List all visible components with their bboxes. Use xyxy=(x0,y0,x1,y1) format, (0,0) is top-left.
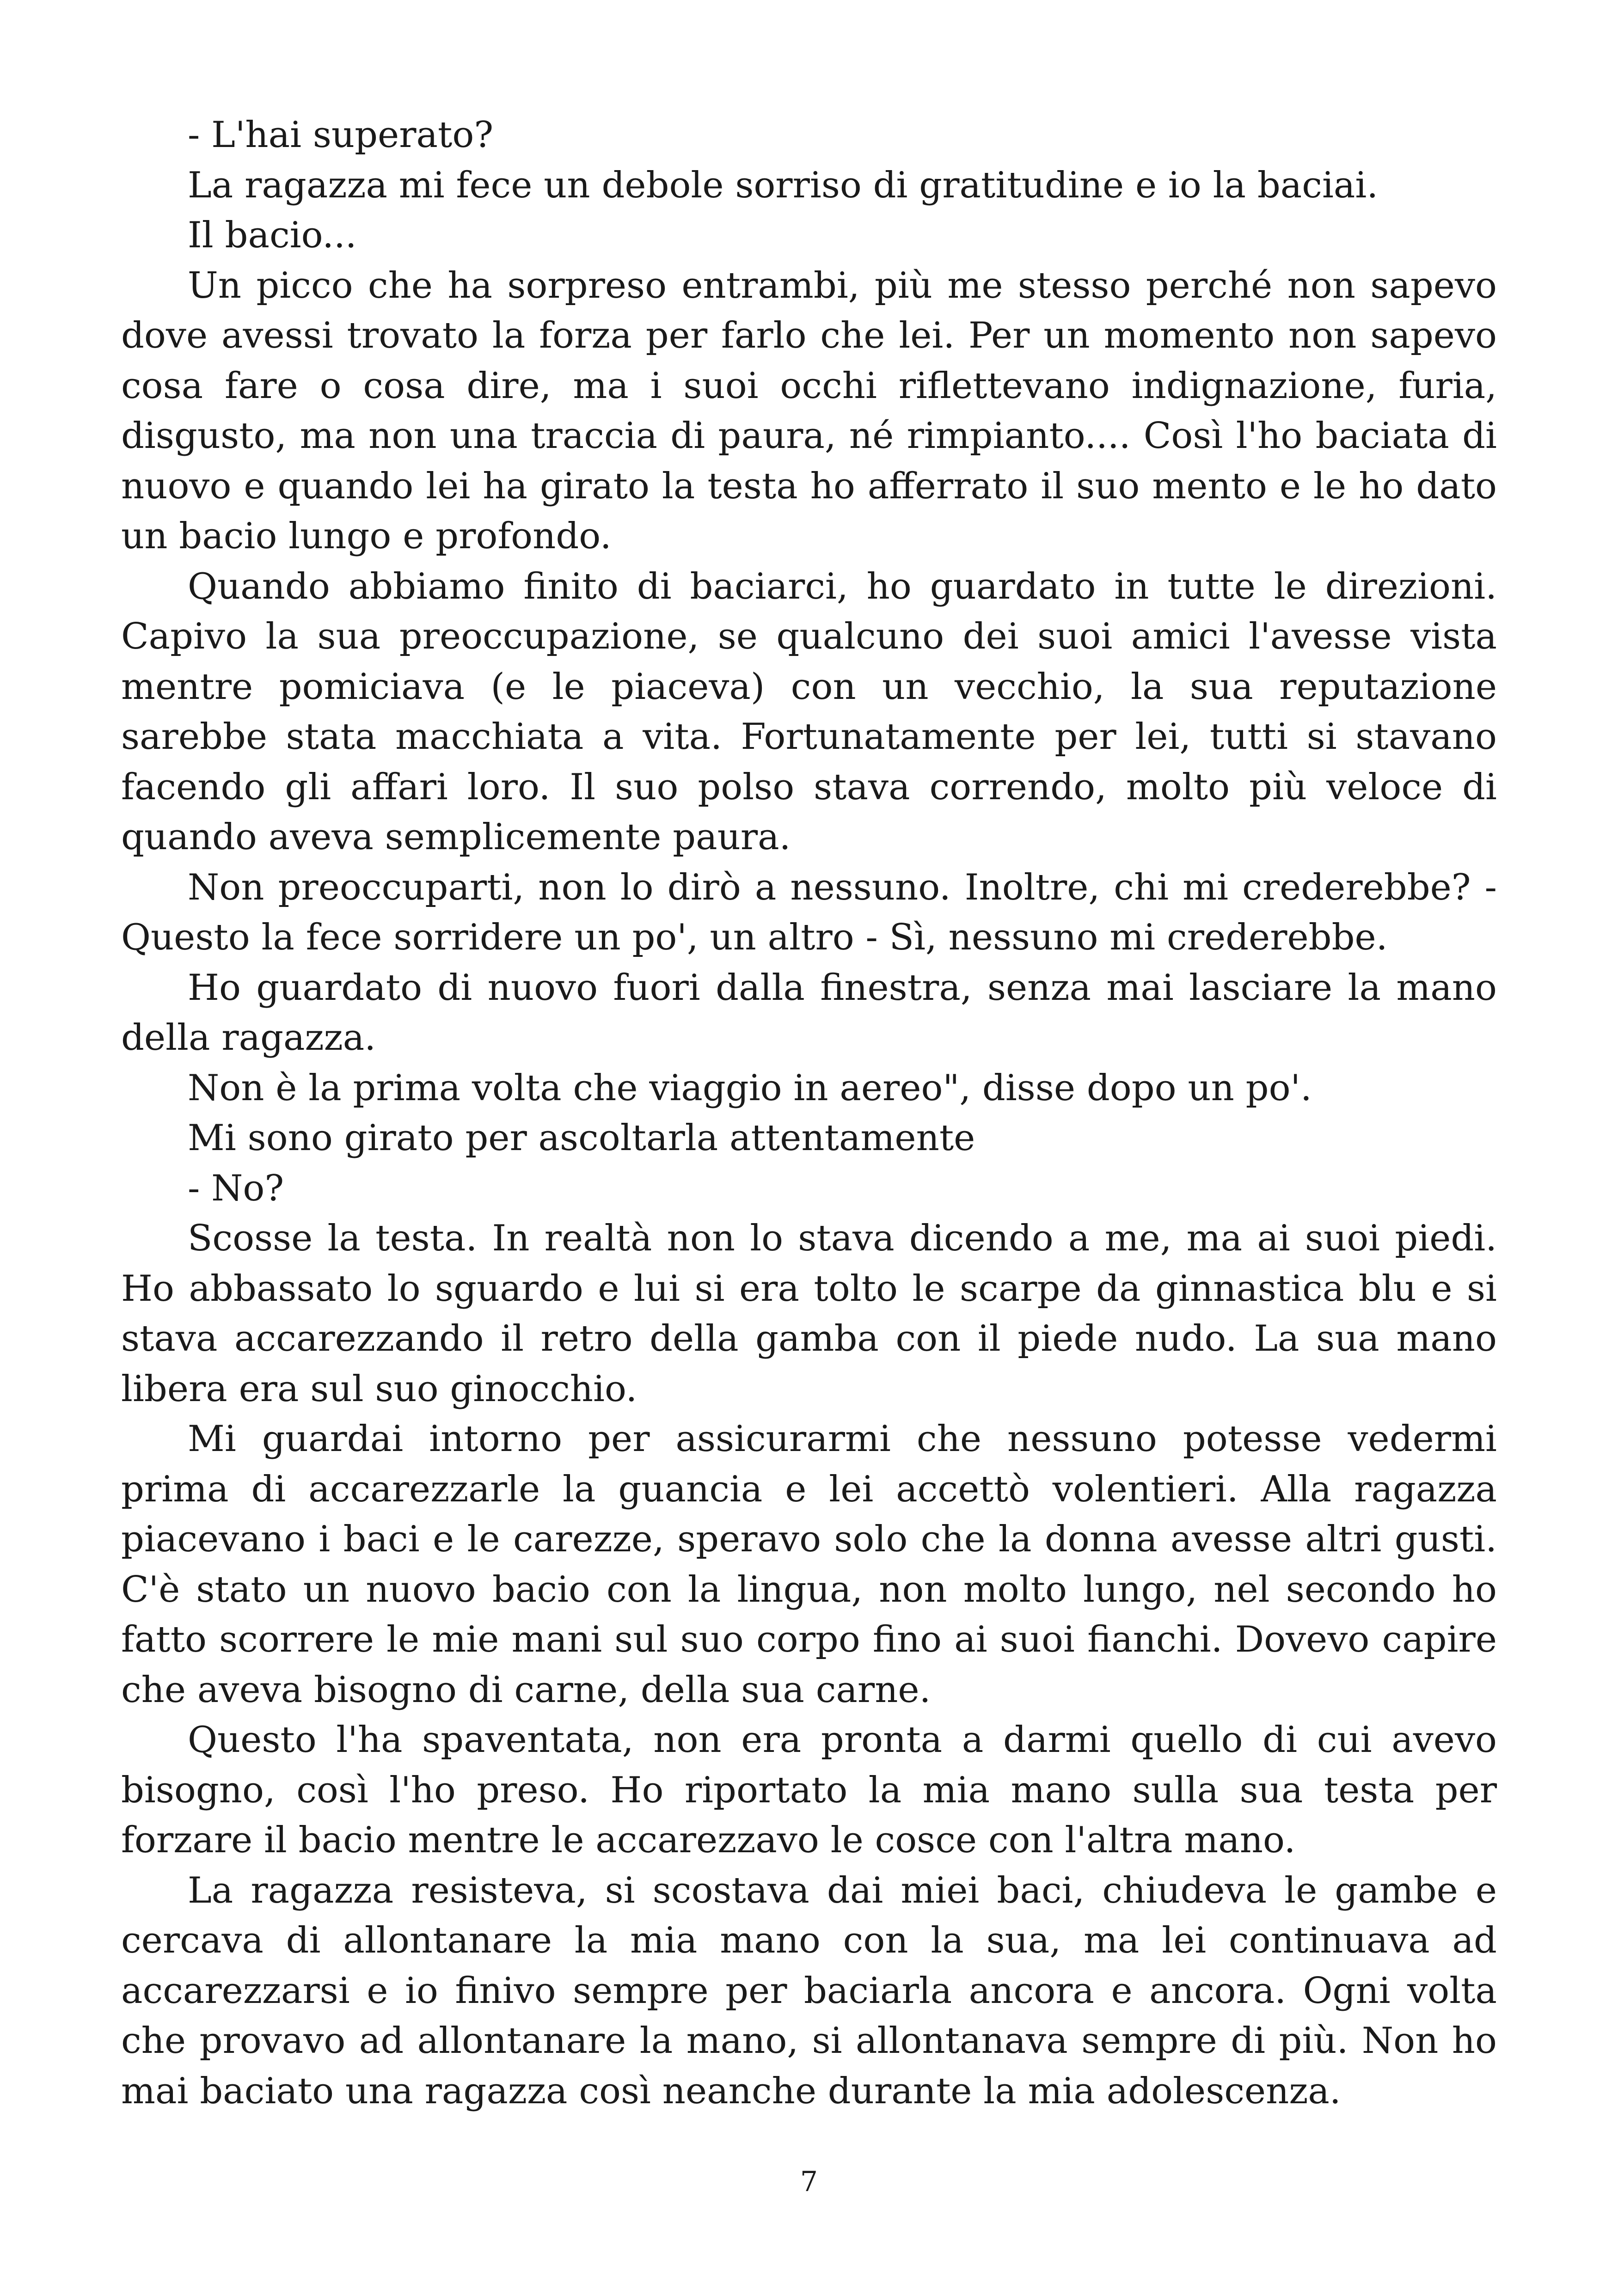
paragraph: La ragazza mi fece un debole sorriso di gratitudine e io la baciai. xyxy=(188,164,1379,206)
paragraph: - L'hai superato? xyxy=(188,114,494,156)
paragraph: Mi sono girato per ascoltarla attentamente xyxy=(188,1117,975,1159)
paragraph: Non è la prima volta che viaggio in aereo", disse dopo un po'. xyxy=(188,1067,1312,1109)
paragraph: Mi guardai intorno per assicurarmi che nessuno potesse vedermi prima di accarezzarle la guancia e lei accettò volentieri. Alla ragazza piacevano i baci e le carezze, speravo solo che la donna avesse altri gusti. C'è stato un nuovo bacio con la lingua, non molto lungo, nel secondo ho fatto scorrere le mie mani sul suo corpo fino ai suoi fianchi. Dovevo capire che aveva bisogno di carne, della sua carne. xyxy=(121,1418,1497,1711)
paragraph: Quando abbiamo finito di baciarci, ho guardato in tutte le direzioni. Capivo la sua preoccupazione, se qualcuno dei suoi amici l'avesse vista mentre pomiciava (e le piaceva) con un vecchio, la sua reputazione sarebbe stata macchiata a vita. Fortunatamente per lei, tutti si stavano facendo gli affari loro. Il suo polso stava correndo, molto più veloce di quando aveva semplicemente paura. xyxy=(121,565,1497,858)
paragraph: Ho guardato di nuovo fuori dalla finestra, senza mai lasciare la mano della ragazza. xyxy=(121,967,1497,1059)
paragraph: Non preoccuparti, non lo dirò a nessuno. Inoltre, chi mi crederebbe? - Questo la fece sorridere un po', un altro - Sì, nessuno mi crederebbe. xyxy=(121,866,1497,958)
paragraph: Scosse la testa. In realtà non lo stava dicendo a me, ma ai suoi piedi. Ho abbassato lo sguardo e lui si era tolto le scarpe da ginnastica blu e si stava accarezzando il retro della gamba con il piede nudo. La sua mano libera era sul suo ginocchio. xyxy=(121,1218,1497,1410)
paragraph: La ragazza resisteva, si scostava dai miei baci, chiudeva le gambe e cercava di allontanare la mia mano con la sua, ma lei continuava ad accarezzarsi e io finivo sempre per baciarla ancora e ancora. Ogni volta che provavo ad allontanare la mano, si allontanava sempre di più. Non ho mai baciato una ragazza così neanche durante la mia adolescenza. xyxy=(121,1869,1497,2112)
page-number: 7 xyxy=(800,2166,818,2198)
paragraph: - No? xyxy=(188,1167,284,1209)
body-text xyxy=(121,110,1497,2116)
paragraph: Un picco che ha sorpreso entrambi, più me stesso perché non sapevo dove avessi trovato la forza per farlo che lei. Per un momento non sapevo cosa fare o cosa dire, ma i suoi occhi riflettevano indignazione, furia, disgusto, ma non una traccia di paura, né rimpianto.... Così l'ho baciata di nuovo e quando lei ha girato la testa ho afferrato il suo mento e le ho dato un bacio lungo e profondo. xyxy=(121,264,1497,557)
paragraph: Il bacio... xyxy=(188,214,357,256)
paragraph: Questo l'ha spaventata, non era pronta a darmi quello di cui avevo bisogno, così l'ho preso. Ho riportato la mia mano sulla sua testa per forzare il bacio mentre le accarezzavo le cosce con l'altra mano. xyxy=(121,1719,1497,1861)
